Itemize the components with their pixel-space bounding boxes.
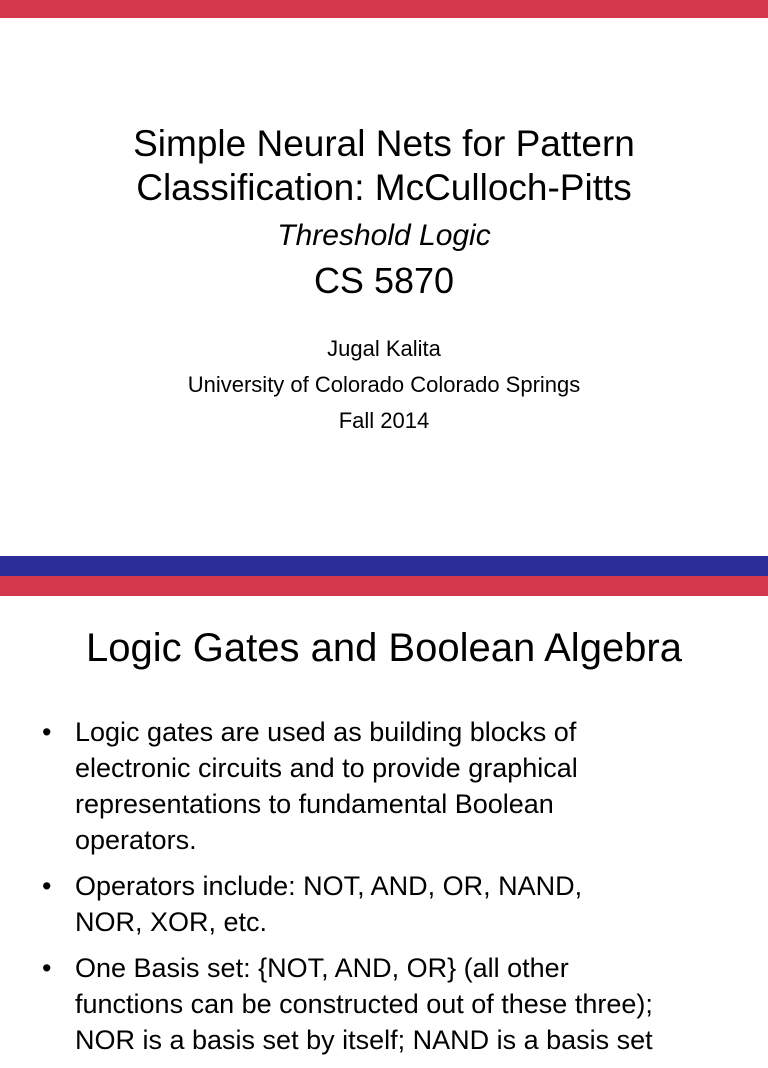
bullet-line: representations to fundamental Boolean [75,789,554,819]
bullet-line: Operators include: NOT, AND, OR, NAND, [75,871,583,901]
author-block [0,331,768,439]
term-label: Fall 2014 [338,408,430,433]
slide2-top-red-band [0,576,768,596]
slide1-header-band [0,0,768,18]
bullet-line: Logic gates are used as building blocks of [75,717,577,747]
bullet-marker: • [42,717,52,747]
slide1-title [0,122,768,210]
slide2-title: Logic Gates and Boolean Algebra [86,626,682,670]
bullet-line: electronic circuits and to provide graphical [75,753,578,783]
slide1-title-line2: Classification: McCulloch-Pitts [136,167,632,208]
bullet-line: operators. [75,825,197,855]
slide1-subtitle: Threshold Logic [277,219,491,252]
bullet-item [42,868,742,940]
bullet-line: One Basis set: {NOT, AND, OR} (all other [75,953,569,983]
bullet-line: functions can be constructed out of these three); [75,989,653,1019]
course-code: CS 5870 [313,260,455,301]
bullet-marker: • [42,953,52,983]
bullet-item [42,950,742,1058]
slide1-title-line1: Simple Neural Nets for Pattern [133,123,635,164]
bullet-item [42,714,742,858]
author-name: Jugal Kalita [327,336,441,361]
bullet-marker: • [42,871,52,901]
bullet-line: NOR, XOR, etc. [75,907,268,937]
bullet-list [42,714,742,1068]
institution-name: University of Colorado Colorado Springs [187,372,581,397]
bullet-line: NOR is a basis set by itself; NAND is a basis set [75,1025,653,1055]
slide1-bottom-blue-band [0,556,768,576]
slide-2 [0,596,768,1055]
